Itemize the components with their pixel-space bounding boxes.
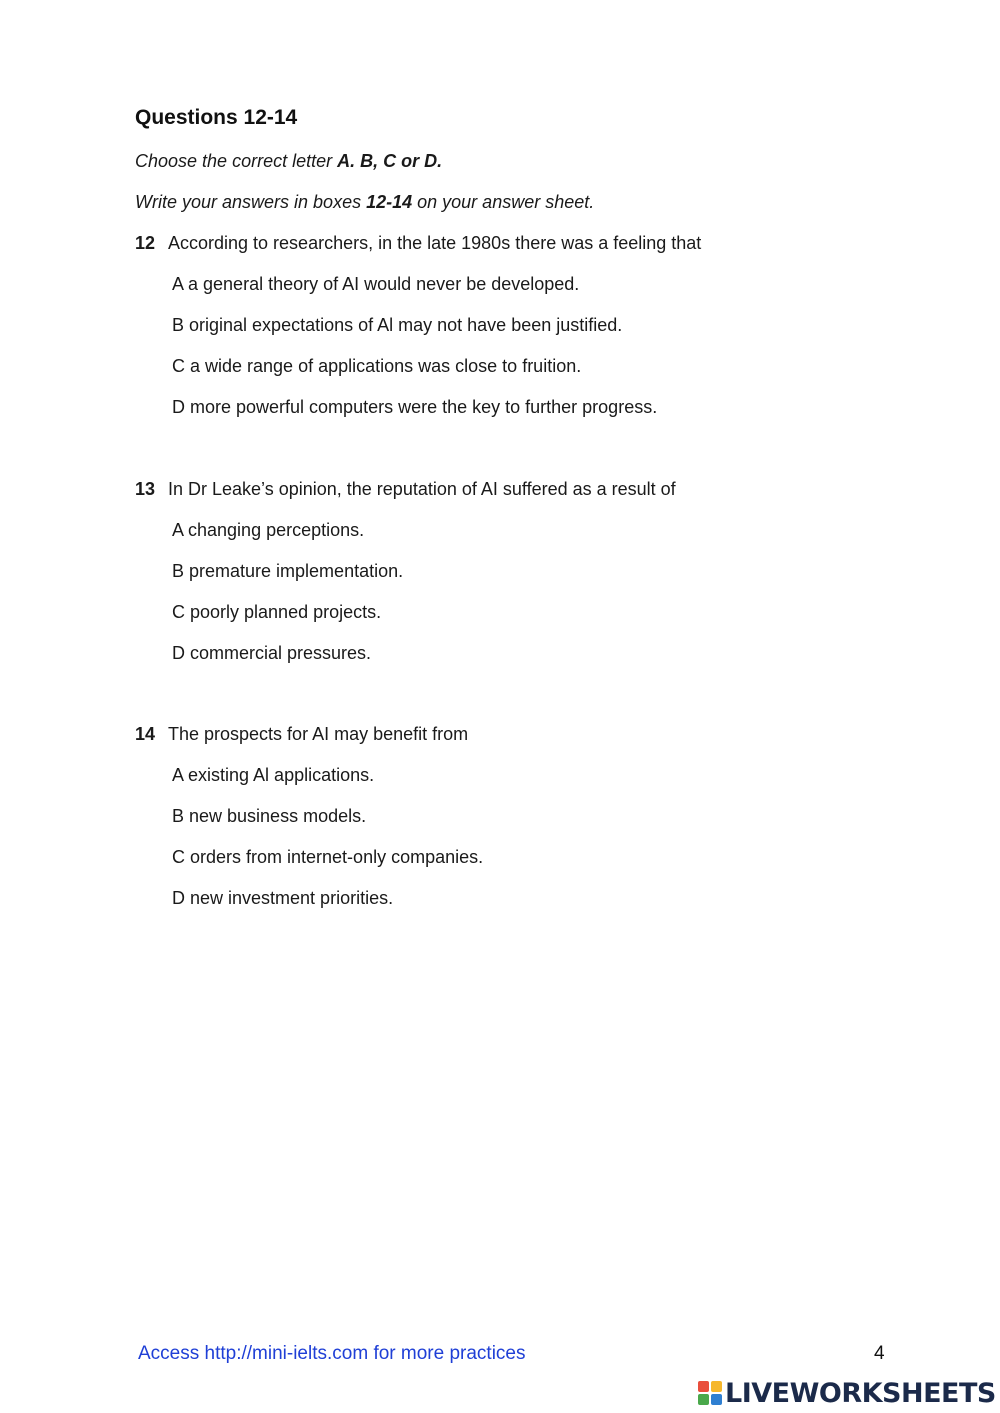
- instruction-2-suffix: on your answer sheet.: [412, 192, 595, 212]
- instruction-1-letters: A. B, C or D.: [337, 151, 443, 171]
- question-text: In Dr Leake’s opinion, the reputation of AI suffered as a result of: [168, 479, 676, 499]
- question-text: The prospects for AI may benefit from: [168, 724, 469, 744]
- logo-tile-green: [698, 1394, 709, 1405]
- question-14-option-b: B new business models.: [172, 806, 367, 826]
- question-number: 13: [135, 479, 156, 499]
- question-13-stem: [135, 479, 676, 500]
- question-13-option-d: D commercial pressures.: [172, 643, 372, 663]
- instruction-line-1: [135, 151, 442, 172]
- question-14-option-c: C orders from internet-only companies.: [172, 847, 484, 867]
- question-14-option-d: D new investment priorities.: [172, 888, 394, 908]
- question-12-stem: [135, 233, 701, 254]
- liveworksheets-logo-icon: [698, 1381, 722, 1405]
- instruction-2-text: Write your answers in boxes: [135, 192, 367, 212]
- question-13-option-a: A changing perceptions.: [172, 520, 365, 540]
- question-number: 14: [135, 724, 156, 744]
- page-number: 4: [874, 1343, 885, 1364]
- logo-tile-red: [698, 1381, 709, 1392]
- questions-heading: Questions 12-14: [135, 106, 298, 129]
- logo-tile-yellow: [711, 1381, 722, 1392]
- question-12-option-d: D more powerful computers were the key to further progress.: [172, 397, 658, 417]
- liveworksheets-logo: [698, 1378, 996, 1408]
- question-12-option-c: C a wide range of applications was close to fruition.: [172, 356, 582, 376]
- instruction-1-text: Choose the correct letter: [135, 151, 338, 171]
- question-text: According to researchers, in the late 1980s there was a feeling that: [168, 233, 702, 253]
- question-13-option-b: B premature implementation.: [172, 561, 404, 581]
- question-14-option-a: A existing Al applications.: [172, 765, 375, 785]
- question-number: 12: [135, 233, 156, 253]
- question-13-option-c: C poorly planned projects.: [172, 602, 382, 622]
- logo-tile-blue: [711, 1394, 722, 1405]
- instruction-line-2: [135, 192, 594, 213]
- question-12-option-b: B original expectations of Al may not have been justified.: [172, 315, 623, 335]
- footer-practice-link[interactable]: Access http://mini-ielts.com for more practices: [138, 1343, 526, 1364]
- question-12-option-a: A a general theory of AI would never be developed.: [172, 274, 580, 294]
- logo-wordmark: LIVEWORKSHEETS: [725, 1377, 996, 1409]
- question-14-stem: [135, 724, 468, 745]
- instruction-2-boxes: 12-14: [366, 192, 413, 212]
